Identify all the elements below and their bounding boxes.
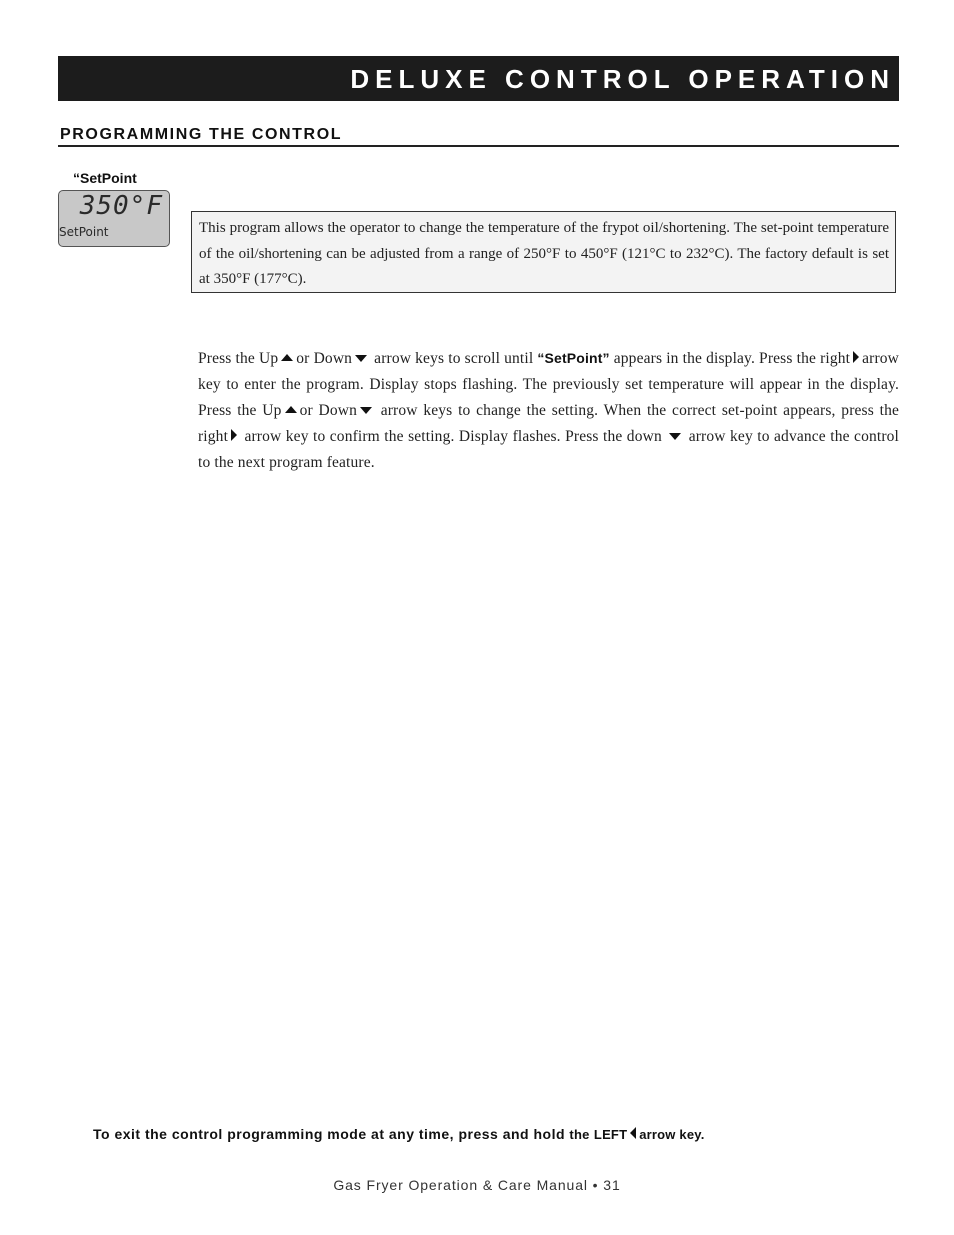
program-description-text: This program allows the operator to change the temperature of the frypot oil/shortening. The set-point temperature of the oil/shortening can be adjusted from a range of 250°F to 450°F (121°C to 232°C). The factory default is set at 350°F (177°C). xyxy=(199,220,889,287)
arrow-down-icon xyxy=(355,355,367,362)
lcd-display xyxy=(58,190,170,247)
setpoint-keyword: “SetPoint” xyxy=(537,350,610,366)
instruction-text: or Down xyxy=(299,402,357,419)
arrow-right-icon xyxy=(853,351,859,363)
program-description-box xyxy=(191,211,896,293)
instruction-text: arrow keys to scroll until xyxy=(374,350,534,367)
exit-instruction-note xyxy=(93,1126,893,1142)
display-caption: “SetPoint xyxy=(73,170,137,186)
arrow-down-icon xyxy=(360,407,372,414)
instruction-text: arrow key to advance the control to the next program feature. xyxy=(198,428,900,471)
arrow-up-icon xyxy=(285,406,297,413)
section-title: PROGRAMMING THE CONTROL xyxy=(60,126,343,143)
exit-note-main: To exit the control programming mode at any time, press and hold xyxy=(93,1126,566,1142)
instruction-text: Press the Up xyxy=(198,350,279,367)
instruction-text: arrow keys to change the setting. When the correct set-point appears, press the right xyxy=(198,402,900,445)
instruction-text: or Down xyxy=(296,350,353,367)
exit-note-end: arrow key. xyxy=(639,1127,705,1142)
instruction-text: arrow key to enter the program. Display stops flashing. The previously set temperature will appear in the display. Press the Up xyxy=(198,350,900,419)
page-footer: Gas Fryer Operation & Care Manual • 31 xyxy=(333,1177,621,1193)
arrow-up-icon xyxy=(281,354,293,361)
exit-note-left: LEFT xyxy=(593,1127,628,1142)
arrow-right-icon xyxy=(231,429,237,441)
arrow-left-icon xyxy=(630,1127,636,1139)
section-divider xyxy=(58,145,899,147)
lcd-temperature-value: 350°F xyxy=(79,191,163,221)
exit-note-the: the xyxy=(569,1127,590,1142)
lcd-label: SetPoint xyxy=(59,225,109,239)
page-header-title: DELUXE CONTROL OPERATION xyxy=(350,64,895,94)
arrow-down-icon xyxy=(669,433,681,440)
header-bar xyxy=(58,56,899,101)
instructions-paragraph xyxy=(198,345,899,476)
instruction-text: arrow key to confirm the setting. Display flashes. Press the down xyxy=(244,428,662,445)
instruction-text: appears in the display. Press the right xyxy=(613,350,851,367)
